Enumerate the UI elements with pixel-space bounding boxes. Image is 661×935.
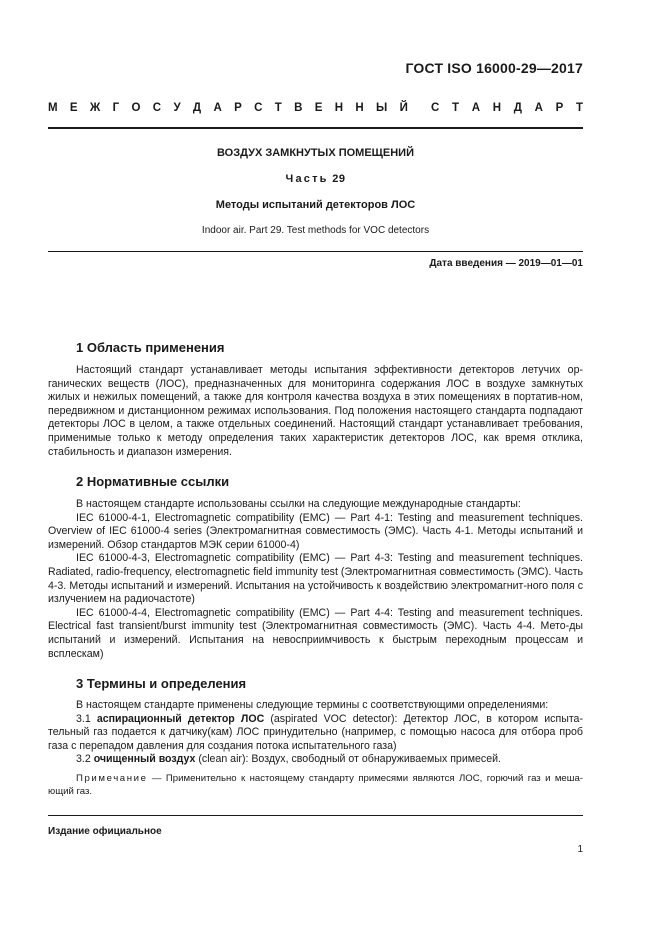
english-title: Indoor air. Part 29. Test methods for VOC detectors: [201, 225, 430, 236]
title-divider: [48, 251, 583, 252]
banner-letter: Ж: [89, 102, 101, 114]
banner-word-interstate: [48, 102, 408, 114]
term-3-1-name: аспирационный детектор ЛОС: [96, 712, 265, 725]
term-3-1-number: 3.1: [76, 712, 91, 725]
note-text: — Применительно к настоящему стандарту примесями являются ЛОС, горючий газ и меша-ющий газ.: [48, 772, 583, 797]
note-label: Примечание: [76, 772, 148, 784]
header-divider: [48, 127, 583, 129]
reference-iec-61000-4-4: IEC 61000-4-4, Electromagnetic compatibility (EMC) — Part 4-4: Testing and measurement techniques. Electrical fast transient/burst immunity test (Электромагнитная совместимость (ЭМС). Часть 4-4. Мето-ды испытаний и измерений. Испытания на невосприимчивость к быстрым переходным процессам и всплескам): [48, 606, 583, 660]
section-1-paragraph: Настоящий стандарт устанавливает методы испытания эффективности детекторов летучих ор-ганических веществ (ЛОС), предназначенных для мониторинга содержания ЛОС в воздухе замкнутых жилых и нежилых помещений, а также для контроля качества воздуха в этих помещениях в портатив-ном, передвижном и дистанционном режимах использования. Под положения настоящего стандарта подпадают детекторы ЛОС в целом, а также отдельных соединений. Настоящий стандарт устанавливает требования, применимые только к методу определения таких характеристик детекторов ЛОС, как время отклика, стабильность и диапазон измерения.: [48, 364, 583, 458]
term-3-2-name: очищенный воздух: [93, 753, 196, 766]
banner-letter: Н: [334, 102, 344, 114]
banner-letter: У: [173, 102, 181, 114]
section-2-heading: 2 Нормативные ссылки: [76, 474, 230, 489]
banner-letter: М: [48, 102, 58, 114]
section-1-heading: 1 Область применения: [76, 340, 225, 355]
document-title: ВОЗДУХ ЗАМКНУТЫХ ПОМЕЩЕНИЙ: [217, 147, 414, 159]
section-3-heading: 3 Термины и определения: [76, 676, 247, 691]
banner-letter: Н: [355, 102, 364, 114]
banner-letter: Р: [234, 102, 242, 114]
term-3-2-number: 3.2: [76, 753, 91, 766]
reference-iec-61000-4-1: IEC 61000-4-1, Electromagnetic compatibility (EMC) — Part 4-1: Testing and measurement techniques. Overview of IEC 61000-4 series (Электромагнитная совместимость (ЭМС). Часть 4-1. Методы испытаний и измерений. Обзор стандартов МЭК серии 61000-4): [48, 511, 583, 551]
part-label: Часть: [285, 173, 329, 185]
banner-letter: В: [294, 102, 303, 114]
page-number: 1: [577, 844, 583, 855]
banner-letter: О: [131, 102, 141, 114]
banner-letter: А: [471, 102, 481, 114]
banner-letter: Ы: [376, 102, 388, 114]
section-2-intro: В настоящем стандарте использованы ссылки на следующие международные стандарты:: [76, 498, 521, 510]
banner-letter: Е: [69, 102, 78, 114]
introduction-date: Дата введения — 2019—01—01: [429, 258, 583, 269]
banner-letter: Е: [314, 102, 323, 114]
standard-code: ГОСТ ISO 16000-29—2017: [405, 60, 583, 76]
section-3-body: [48, 699, 583, 798]
banner-letter: С: [431, 102, 440, 114]
banner-letter: Д: [513, 102, 522, 114]
banner-letter: Т: [452, 102, 460, 114]
section-1-body: [48, 364, 583, 459]
note: [48, 772, 583, 798]
interstate-standard-banner: [48, 102, 583, 114]
banner-letter: Й: [399, 102, 408, 114]
term-3-2: [48, 753, 583, 767]
part-heading: [48, 173, 583, 185]
official-edition-label: Издание официальное: [48, 826, 162, 837]
banner-letter: С: [254, 102, 263, 114]
banner-letter: Р: [555, 102, 564, 114]
section-2-body: [48, 498, 583, 661]
banner-letter: Д: [192, 102, 202, 114]
banner-letter: Т: [274, 102, 282, 114]
banner-letter: Т: [575, 102, 583, 114]
term-3-1: [48, 713, 583, 754]
banner-letter: С: [152, 102, 162, 114]
part-number: 29: [332, 173, 346, 185]
term-3-2-definition: (clean air): Воздух, свободный от обнаруживаемых примесей.: [195, 753, 501, 766]
section-3-intro: В настоящем стандарте применены следующие термины с соответствующими определениями:: [76, 699, 549, 711]
banner-letter: Н: [492, 102, 502, 114]
footer-divider: [48, 815, 583, 816]
banner-word-standard: [431, 102, 583, 114]
banner-letter: А: [534, 102, 543, 114]
banner-letter: Г: [112, 102, 120, 114]
document-subtitle: Методы испытаний детекторов ЛОС: [215, 199, 416, 211]
banner-letter: А: [213, 102, 222, 114]
term-3-1-definition: (aspirated VOC detector): Детектор ЛОС, в котором испыта-тельный газ подается к датчику(кам) ЛОС принудительно (например, с помощью насоса для отбора проб газа с перепадом давления для создания потока испытательного газа): [48, 712, 583, 752]
reference-iec-61000-4-3: IEC 61000-4-3, Electromagnetic compatibility (EMC) — Part 4-3: Testing and measurement techniques. Radiated, radio-frequency, electromagnetic field immunity test (Электромагнитная совместимость (ЭМС). Часть 4-3. Методы испытаний и измерений. Испытания на устойчивость к воздействию электромагнит-ного поля с излучением на радиочастоте): [48, 552, 583, 606]
